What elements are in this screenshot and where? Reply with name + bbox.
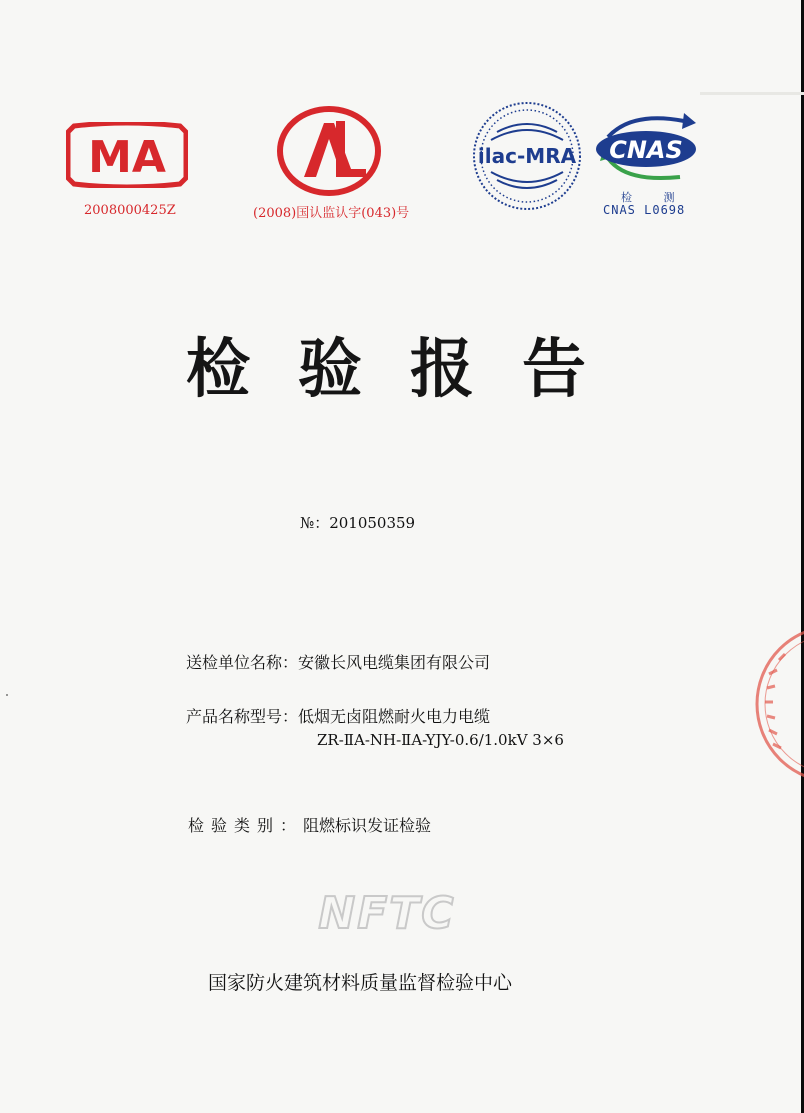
client-label: 送检单位名称： [186,653,299,672]
type-label: 检验类别： [188,816,304,835]
product-row [186,704,490,727]
svg-text:ilac-MRA: ilac-MRA [477,144,577,168]
cnas-code: CNAS L0698 [603,203,686,217]
cal-logo [276,105,382,197]
report-number: №：201050359 [300,514,416,532]
cnas-sub-label: 检 测 [621,191,689,204]
svg-text:CNAS: CNAS [609,136,683,164]
cma-logo [66,122,188,188]
type-value: 阻燃标识发证检验 [303,816,432,835]
product-name: 低烟无卤阻燃耐火电力电缆 [298,707,491,726]
scan-dot [6,694,8,696]
nftc-watermark [312,886,462,938]
cal-number: (2008)国认监认字(043)号 [253,206,410,221]
watermark-text: NFTC [318,888,456,938]
client-row [186,650,490,673]
organization-name: 国家防火建筑材料质量监督检验中心 [208,972,513,994]
report-title: 检验报告 [186,333,634,407]
official-seal [755,604,804,804]
ilac-mra-logo [471,100,583,212]
ma-number: 2008000425Z [84,203,176,218]
type-row [188,813,431,836]
scan-artifact [700,92,804,95]
product-model: ZR-ⅡA-NH-ⅡA-YJY-0.6/1.0kV 3×6 [317,731,564,749]
cnas-logo [592,107,700,191]
product-label: 产品名称型号： [186,707,299,726]
svg-text:MA: MA [88,132,166,183]
client-value: 安徽长风电缆集团有限公司 [298,653,491,672]
